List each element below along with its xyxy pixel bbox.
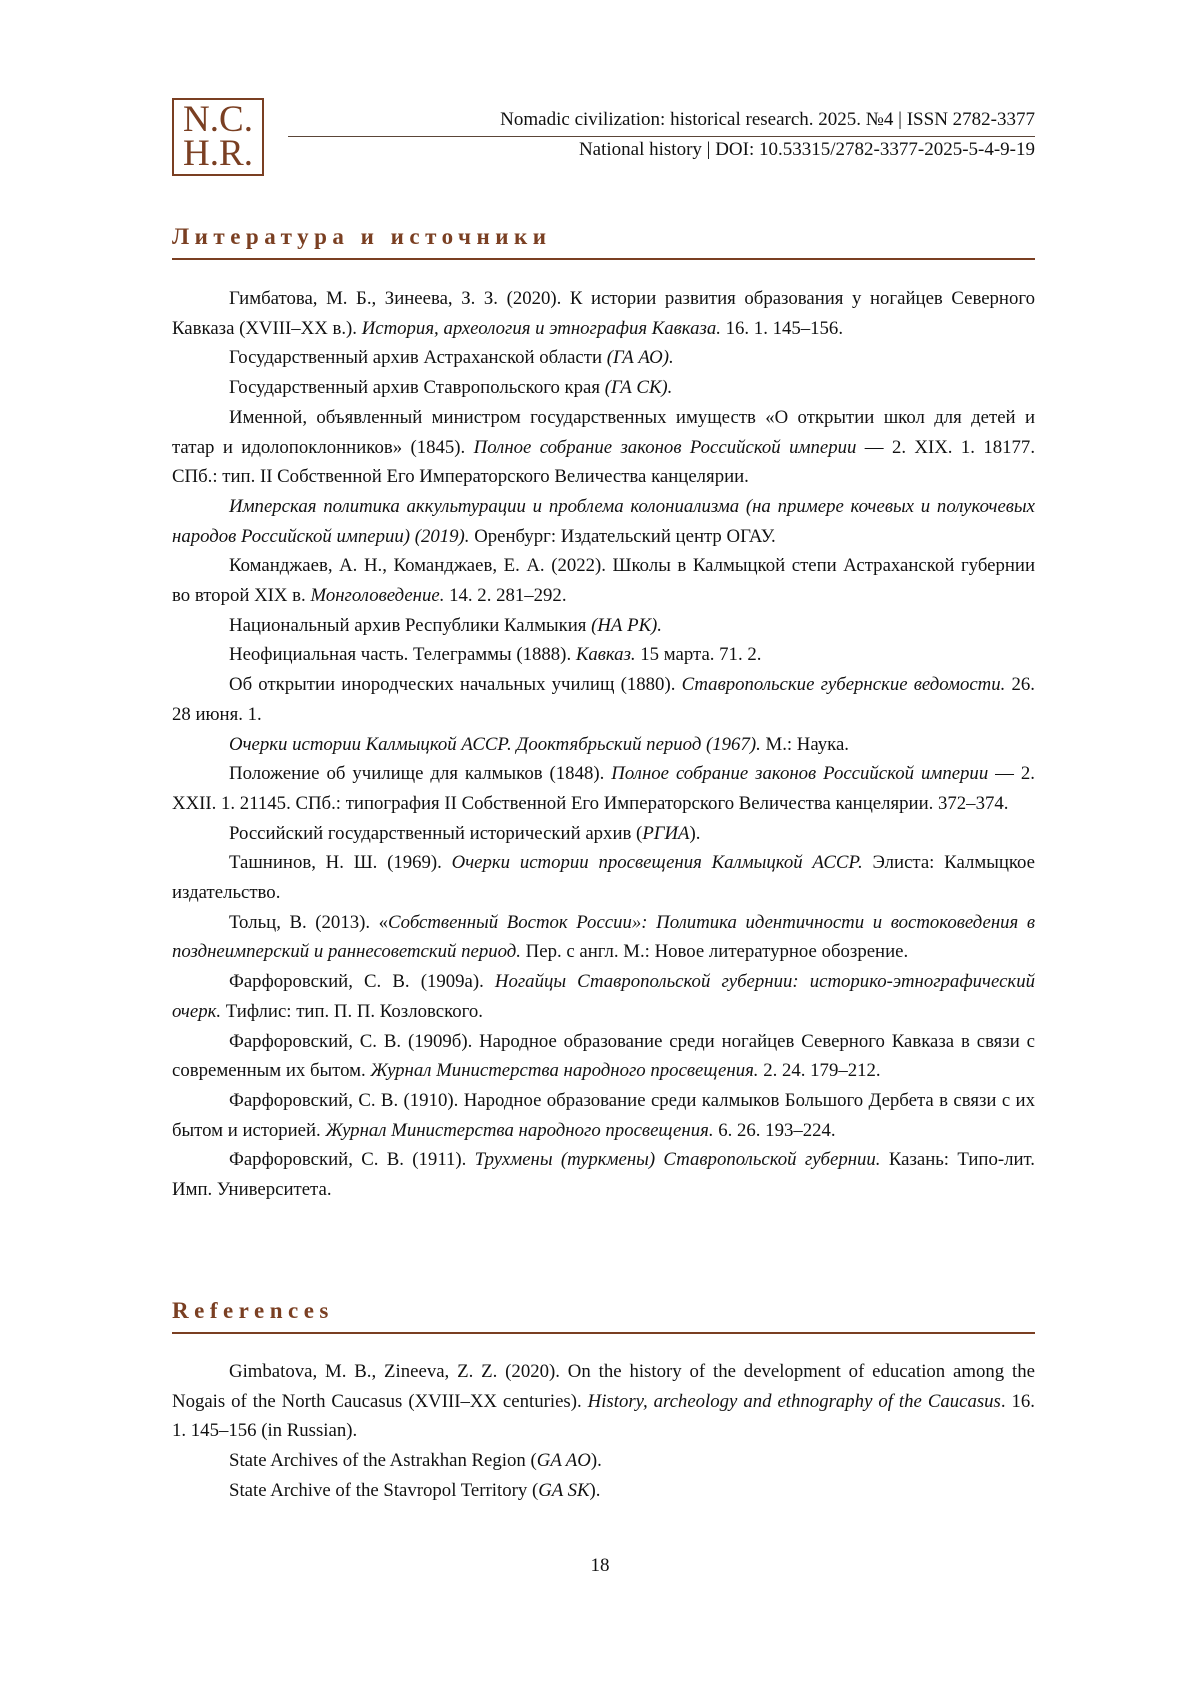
reference-text: Тольц, В. (2013). « xyxy=(229,911,389,933)
reference-details: М.: Наука. xyxy=(760,733,850,755)
reference-entry xyxy=(172,670,1035,729)
reference-text: Фарфоровский, С. В. (1911). xyxy=(229,1149,475,1171)
reference-entry xyxy=(172,759,1035,818)
reference-entry xyxy=(172,551,1035,610)
section-title-references: References xyxy=(172,1298,1035,1334)
reference-text: Неофициальная часть. Телеграммы (1888). xyxy=(229,644,576,666)
reference-text: Фарфоровский, С. В. (1910). Народное образование среди калмыков Большого Дербета в связи с их бытом и историей. xyxy=(172,1089,1035,1141)
reference-details: 16. 1. 145–156. xyxy=(720,317,844,339)
reference-entry xyxy=(172,1145,1035,1204)
reference-entry xyxy=(172,967,1035,1026)
reference-details: 6. 26. 193–224. xyxy=(713,1119,836,1141)
reference-source-title: Имперская политика аккультурации и проблема колониализма (на примере кочевых и полукочевых народов Российской империи) (2019). xyxy=(172,495,1035,547)
reference-text: Российский государственный исторический архив ( xyxy=(229,822,643,844)
reference-source-title: Очерки истории Калмыцкой АССР. Дооктябрьский период (1967). xyxy=(229,733,761,755)
reference-source-title: Кавказ. xyxy=(575,644,636,666)
reference-list-russian xyxy=(172,284,1035,1205)
header-divider xyxy=(288,136,1035,137)
reference-entry xyxy=(172,1086,1035,1145)
reference-source-title: Трухмены (туркмены) Ставропольской губернии. xyxy=(474,1149,881,1171)
reference-text: State Archive of the Stavropol Territory ( xyxy=(229,1479,539,1501)
reference-text: Гимбатова, М. Б., Зинеева, З. З. (2020). К истории развития образования у ногайцев Северного Кавказа (XVIII–XX в.). xyxy=(172,288,1035,339)
reference-entry xyxy=(172,1446,1035,1476)
reference-entry xyxy=(172,1357,1035,1446)
reference-details: Оренбург: Издательский центр ОГАУ. xyxy=(469,525,776,547)
page-number: 18 xyxy=(590,1555,610,1576)
reference-details: ). xyxy=(590,1450,602,1472)
reference-text: Государственный архив Ставропольского края xyxy=(229,377,605,399)
reference-details: 15 марта. 71. 2. xyxy=(635,644,762,666)
reference-source-title: Ногайцы Ставропольской губернии: историко-этнографический очерк. xyxy=(172,971,1036,1022)
reference-source-title: (ГА СК). xyxy=(604,377,673,399)
reference-details: ). xyxy=(589,1479,601,1501)
reference-details: — 2. XIX. 1. 18177. СПб.: тип. II Собственной Его Императорского Величества канцелярии. xyxy=(172,436,1036,488)
reference-source-title: РГИА xyxy=(642,822,690,844)
reference-entry xyxy=(172,848,1035,907)
reference-source-title: Журнал Министерства народного просвещения. xyxy=(370,1060,759,1082)
journal-issn-line: Nomadic civilization: historical research. 2025. №4 | ISSN 2782-3377 xyxy=(500,109,1035,130)
reference-details: 2. 24. 179–212. xyxy=(758,1060,881,1082)
reference-source-title: История, археология и этнография Кавказа. xyxy=(361,317,721,339)
reference-text: Ташнинов, Н. Ш. (1969). xyxy=(229,852,452,874)
reference-text: Фарфоровский, С. В. (1909б). Народное образование среди ногайцев Северного Кавказа в связи с современным их бытом. xyxy=(172,1030,1035,1082)
reference-text: Команджаев, А. Н., Команджаев, Е. А. (2022). Школы в Калмыцкой степи Астраханской губернии во второй XIX в. xyxy=(172,555,1035,607)
reference-details: Элиста: Калмыцкое издательство. xyxy=(172,852,1035,904)
reference-details: Казань: Типо-лит. Имп. Университета. xyxy=(172,1149,1036,1201)
section-title-literature: Литература и источники xyxy=(172,224,1035,260)
reference-details: Тифлис: тип. П. П. Козловского. xyxy=(221,1000,483,1022)
reference-details: Пер. с англ. М.: Новое литературное обозрение. xyxy=(520,941,909,963)
reference-text: Национальный архив Республики Калмыкия xyxy=(229,614,592,636)
reference-source-title: Журнал Министерства народного просвещения. xyxy=(325,1119,714,1141)
doi-line: National history | DOI: 10.53315/2782-3377-2025-5-4-9-19 xyxy=(578,139,1035,160)
reference-entry xyxy=(172,284,1035,343)
reference-source-title: GA SK xyxy=(538,1479,590,1501)
reference-source-title: (НА РК). xyxy=(591,614,662,636)
reference-entry xyxy=(172,343,1035,373)
reference-entry xyxy=(172,908,1035,967)
reference-source-title: Полное собрание законов Российской империи xyxy=(611,763,989,785)
reference-entry xyxy=(172,640,1035,670)
reference-entry xyxy=(172,730,1035,760)
reference-text: Gimbatova, M. B., Zineeva, Z. Z. (2020). On the history of the development of education among the Nogais of the North Caucasus (XVIII–XX centuries). xyxy=(172,1361,1035,1412)
reference-source-title: Ставропольские губернские ведомости. xyxy=(681,674,1006,696)
reference-details: ). xyxy=(689,822,701,844)
reference-source-title: Очерки истории просвещения Калмыцкой АССР. xyxy=(451,852,863,874)
reference-text: Именной, объявленный министром государственных имуществ «О открытии школ для детей и татар и идолопоклонников» (1845). xyxy=(172,406,1035,458)
reference-entry xyxy=(172,373,1035,403)
reference-entry xyxy=(172,611,1035,641)
reference-details: . 16. 1. 145–156 (in Russian). xyxy=(172,1390,1036,1442)
reference-entry xyxy=(172,1027,1035,1086)
reference-source-title: Собственный Восток России»: Политика идентичности и востоковедения в позднеимперский и раннесоветский период. xyxy=(172,911,1035,963)
reference-entry xyxy=(172,819,1035,849)
reference-details: 14. 2. 281–292. xyxy=(444,585,567,607)
reference-text: Об открытии инородческих начальных училищ (1880). xyxy=(229,674,682,696)
reference-text: Положение об училище для калмыков (1848). xyxy=(229,763,612,785)
logo-line-1: N.C. xyxy=(183,99,253,140)
reference-text: Фарфоровский, С. В. (1909а). xyxy=(229,971,495,993)
logo-line-2: H.R. xyxy=(183,133,253,174)
reference-details: 26. 28 июня. 1. xyxy=(172,674,1036,725)
reference-text: Государственный архив Астраханской области xyxy=(229,347,607,369)
reference-source-title: GA AO xyxy=(536,1450,591,1472)
reference-source-title: Монголоведение. xyxy=(310,585,445,607)
reference-source-title: History, archeology and ethnography of the Caucasus xyxy=(587,1390,1001,1412)
reference-details: — 2. XXII. 1. 21145. СПб.: типография II Собственной Его Императорского Величества канцелярии. 372–374. xyxy=(172,763,1035,814)
reference-entry xyxy=(172,1476,1035,1506)
reference-entry xyxy=(172,403,1035,492)
journal-logo xyxy=(172,98,264,176)
reference-source-title: (ГА АО). xyxy=(606,347,674,369)
reference-source-title: Полное собрание законов Российской империи xyxy=(473,436,857,458)
reference-text: State Archives of the Astrakhan Region ( xyxy=(229,1450,537,1472)
reference-entry xyxy=(172,492,1035,551)
reference-list-english xyxy=(172,1357,1035,1506)
